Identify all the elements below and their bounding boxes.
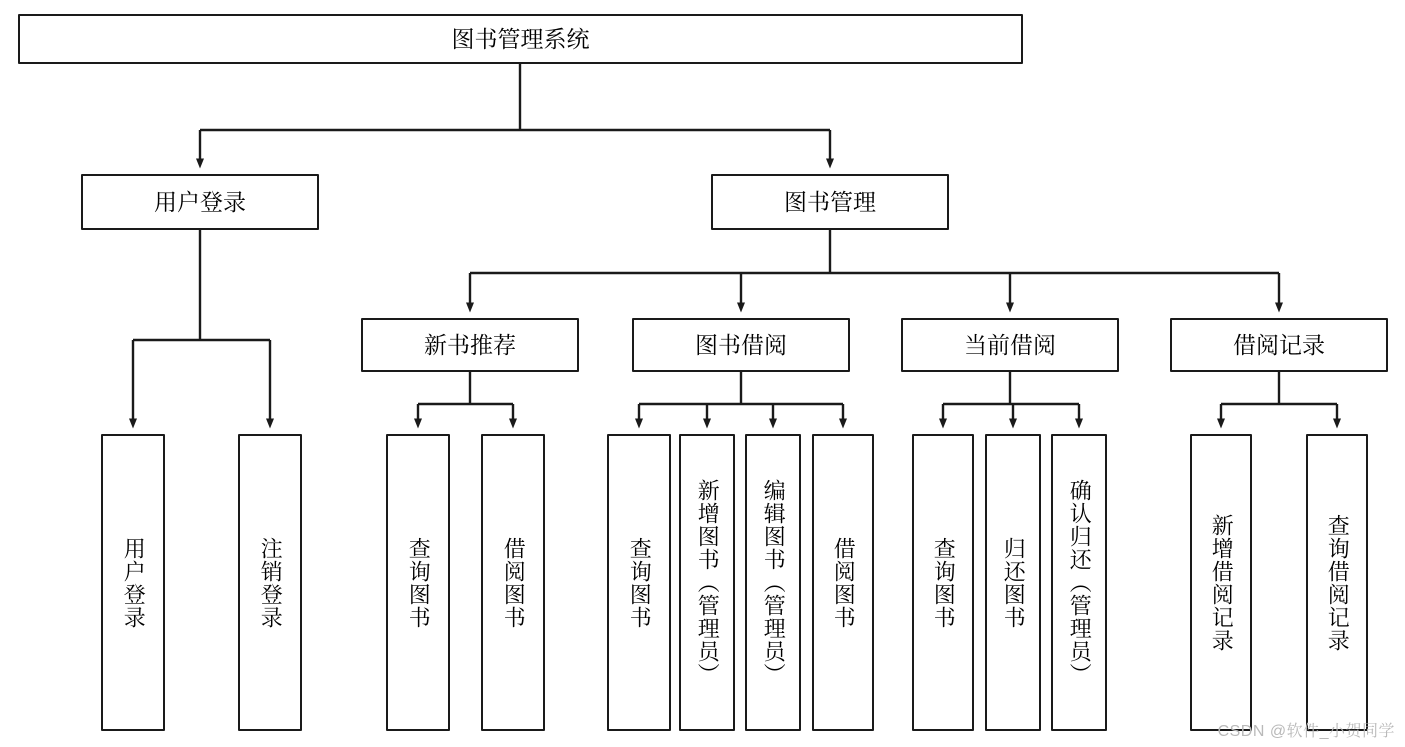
leaf-query-borrow-record[interactable] — [1306, 434, 1368, 731]
node-label: 查询图书 — [931, 536, 957, 629]
node-label: 图书管理 — [784, 188, 876, 215]
node-label: 新增图书（管理员） — [695, 479, 721, 686]
leaf-query-book-borrow[interactable] — [607, 434, 671, 731]
node-label: 查询图书 — [406, 536, 432, 629]
node-label: 图书借阅 — [695, 331, 787, 358]
node-label: 用户登录 — [121, 536, 147, 629]
leaf-query-book-recommend[interactable] — [386, 434, 450, 731]
node-label: 新增借阅记录 — [1209, 513, 1235, 652]
node-book-management[interactable] — [711, 174, 949, 230]
node-root[interactable] — [18, 14, 1023, 64]
node-label: 注销登录 — [258, 536, 284, 629]
watermark: CSDN @软件_小贺同学 — [1217, 723, 1395, 740]
node-label: 借阅图书 — [831, 536, 857, 629]
node-label: 归还图书 — [1001, 536, 1027, 629]
node-label: 借阅记录 — [1233, 331, 1325, 358]
leaf-query-book-current[interactable] — [912, 434, 974, 731]
leaf-edit-book-admin[interactable] — [745, 434, 801, 731]
node-label: 编辑图书（管理员） — [761, 479, 787, 686]
node-book-borrow[interactable] — [632, 318, 850, 372]
node-current-borrow[interactable] — [901, 318, 1119, 372]
node-label: 当前借阅 — [964, 331, 1056, 358]
node-label: 新书推荐 — [424, 331, 516, 358]
node-label: 查询图书 — [627, 536, 653, 629]
node-new-book-recommend[interactable] — [361, 318, 579, 372]
leaf-borrow-book-recommend[interactable] — [481, 434, 545, 731]
leaf-borrow-book[interactable] — [812, 434, 874, 731]
node-label: 查询借阅记录 — [1325, 513, 1351, 652]
leaf-add-borrow-record[interactable] — [1190, 434, 1252, 731]
leaf-user-login[interactable] — [101, 434, 165, 731]
leaf-return-book[interactable] — [985, 434, 1041, 731]
node-label: 图书管理系统 — [451, 25, 590, 52]
node-borrow-records[interactable] — [1170, 318, 1388, 372]
node-label: 用户登录 — [154, 188, 246, 215]
leaf-logout[interactable] — [238, 434, 302, 731]
node-label: 确认归还（管理员） — [1067, 479, 1093, 686]
leaf-confirm-return-admin[interactable] — [1051, 434, 1107, 731]
node-user-login[interactable] — [81, 174, 319, 230]
node-label: 借阅图书 — [501, 536, 527, 629]
leaf-add-book-admin[interactable] — [679, 434, 735, 731]
